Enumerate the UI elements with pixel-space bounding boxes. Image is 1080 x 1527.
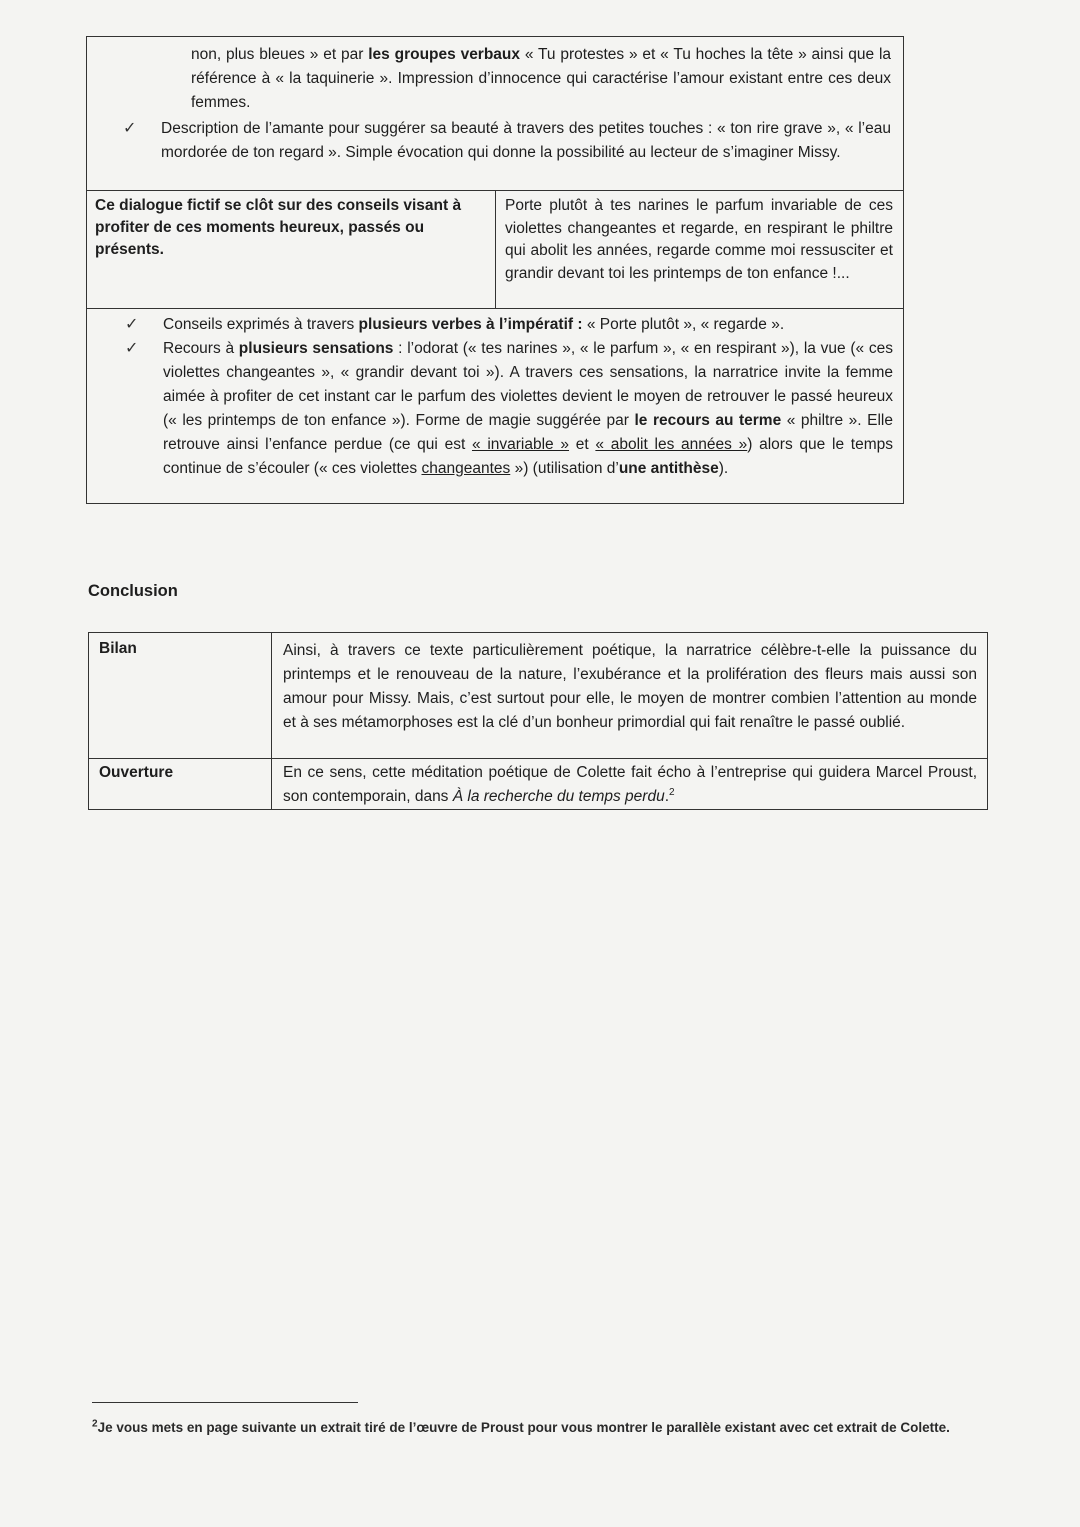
dialogue-divider (495, 191, 496, 309)
dialogue-row (87, 191, 903, 309)
bullet-bold: plusieurs verbes à l’impératif : (358, 316, 583, 333)
bullet-item (125, 313, 893, 337)
footnote-text: Je vous mets en page suivante un extrait tiré de l’œuvre de Proust pour vous montrer le parallèle existant avec cet extrait de Colette. (97, 1420, 950, 1435)
bullet-text: et (569, 436, 596, 453)
bullet-text: « philtre ». Elle retrouve ainsi l’enfance perdue (ce qui est (163, 412, 894, 453)
conclusion-table (88, 632, 988, 810)
bullet-bold: plusieurs sensations (238, 340, 394, 357)
ouverture-part: En ce sens, cette méditation poétique de Colette fait écho à l’entreprise qui guidera Marcel Proust, son contemporain, dans (283, 764, 977, 805)
bullet-text: ) alors que le temps continue de s’écouler (« ces violettes (163, 436, 894, 477)
footnote-marker: 2 (92, 1418, 98, 1430)
bilan-text: Ainsi, à travers ce texte particulièrement poétique, la narratrice célèbre-t-elle la puissance du printemps et le renouveau de la nature, l’exubérance et la prolifération des fleurs mais aussi son amour pour Missy. Mais, c’est surtout pour elle, le moyen de montrer combien l’attention au monde et à ses métamorphoses est la clé d’un bonheur primordial qui fait renaître le passé oublié. (283, 642, 977, 731)
bullet-item (125, 337, 894, 481)
dialogue-left-cell: Ce dialogue fictif se clôt sur des conseils visant à profiter de ces moments heureux, passés ou présents. (95, 197, 462, 258)
ouverture-part: . (664, 788, 670, 805)
analysis-table (86, 36, 904, 504)
bullet-text: ») (utilisation d’ (510, 460, 619, 477)
bullet-text: « Porte plutôt », « regarde ». (582, 316, 785, 333)
continuation-part: ainsi que la référence à « la taquinerie ». Impression d’innocence qui caractérise l’amour existant entre ces deux femmes. (191, 46, 892, 111)
bullet-list (125, 313, 894, 481)
continuation-part: non, plus bleues » et par (191, 46, 369, 63)
bullet-text: Description de l’amante pour suggérer sa beauté à travers des petites touches : « ton rire grave », « l’eau mordorée de ton regard ». Simple évocation qui donne la possibilité au lecteur de s’imaginer Missy. (161, 120, 891, 161)
bullet-underlined: « invariable » (471, 436, 570, 453)
checkmark-icon: ✓ (123, 120, 137, 137)
analysis-row (87, 309, 903, 503)
bullet-text: Recours à (163, 340, 239, 357)
bullet-bold: le recours au terme (634, 412, 782, 429)
ouverture-text (283, 761, 977, 809)
continuation-part: « Tu protestes » et « Tu hoches la tête » (520, 46, 807, 63)
footnote (92, 1417, 1027, 1438)
continuation-text (191, 43, 891, 115)
continuation-row (87, 37, 903, 191)
bilan-label: Bilan (99, 640, 137, 657)
dialogue-quote-cell: Porte plutôt à tes narines le parfum invariable de ces violettes changeantes et regarde, en respirant le philtre qui abolit les années, regarde comme moi ressusciter et grandir devant toi les printemps de ton enfance !... (505, 197, 893, 282)
book-title: À la recherche du temps perdu (452, 788, 665, 805)
bilan-row (89, 633, 987, 759)
checkmark-icon: ✓ (125, 316, 139, 333)
continuation-bold: les groupes verbaux (368, 46, 521, 63)
checkmark-icon: ✓ (125, 340, 139, 357)
ouverture-label: Ouverture (99, 764, 174, 781)
bullet-underlined: changeantes (421, 460, 511, 477)
bullet-text: ). (718, 460, 729, 477)
footnote-rule (92, 1402, 358, 1403)
bullet-bold: une antithèse (618, 460, 719, 477)
bullet-text: : l’odorat (« tes narines », « le parfum », « en respirant »), la vue (« ces violettes changeantes », « grandir devant toi »). A travers ces sensations, la narratrice invite la femme aimée à profiter de cet instant car le parfum des violettes devient le moyen de retrouver le passé heureux (« les printemps de ton enfance »). Forme de magie suggérée par (163, 340, 893, 429)
bullet-underlined: « abolit les années » (595, 436, 748, 453)
footnote-ref: 2 (669, 786, 675, 798)
bullet-text: Conseils exprimés à travers (163, 316, 359, 333)
bullet-item (123, 117, 891, 165)
ouverture-row (89, 759, 987, 809)
conclusion-heading: Conclusion (88, 582, 178, 600)
bullet-list (123, 117, 891, 165)
